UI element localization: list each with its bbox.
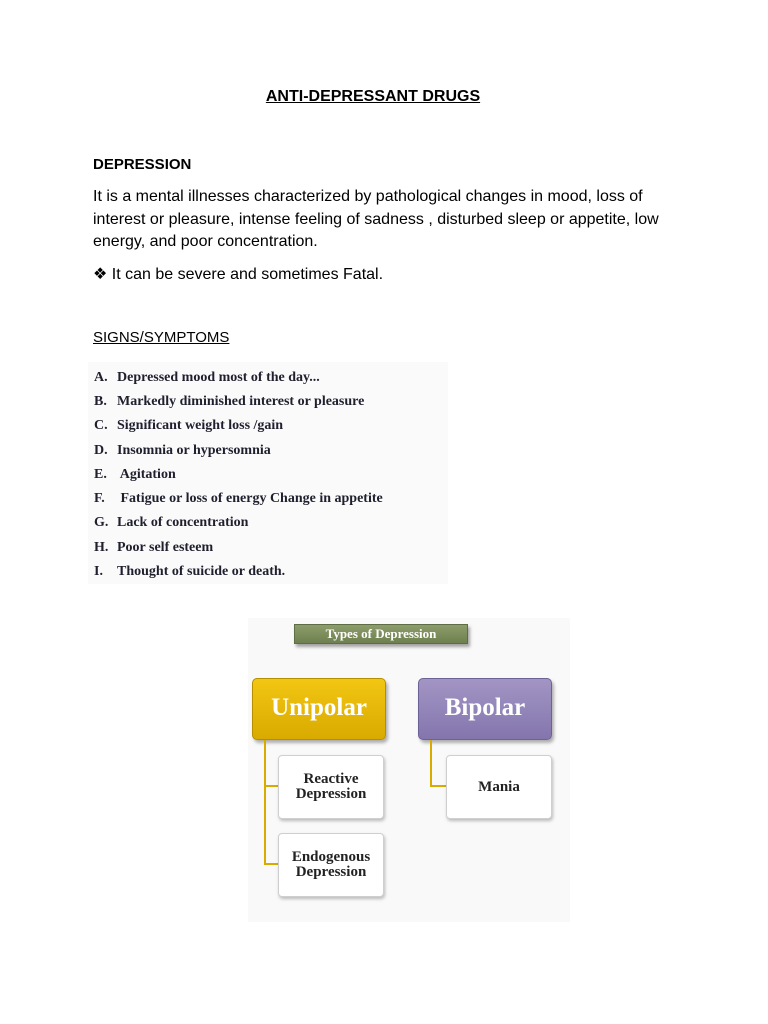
list-item-text: Thought of suicide or death.	[117, 564, 286, 579]
endogenous-depression-box	[278, 833, 384, 897]
diagram-banner: Types of Depression	[294, 624, 468, 644]
list-item	[94, 370, 320, 386]
list-item	[94, 443, 271, 459]
list-item	[94, 418, 283, 434]
bullet-text: It can be severe and sometimes Fatal.	[111, 266, 384, 283]
symptoms-list	[88, 362, 448, 584]
connector-line	[264, 740, 266, 864]
list-item-letter: A.	[94, 370, 108, 385]
connector-line	[430, 785, 446, 787]
connector-line	[430, 740, 432, 786]
list-item-letter: C.	[94, 418, 108, 433]
list-item	[94, 491, 383, 507]
list-item-letter: D.	[94, 443, 108, 458]
list-item-letter: I.	[94, 564, 103, 579]
list-item	[94, 394, 364, 410]
sub-box-line: Mania	[478, 778, 520, 795]
definition-paragraph: It is a mental illnesses characterized by pathological changes in mood, loss of interest or pleasure, intense feeling of sadness , disturbed sleep or appetite, low energy, and poor concentration.	[93, 188, 659, 250]
diamond-bullet-icon: ❖	[93, 266, 108, 283]
list-item-text: Lack of concentration	[117, 515, 249, 530]
list-item-text: Fatigue or loss of energy Change in appetite	[117, 491, 383, 506]
sub-box-line: Depression	[295, 786, 367, 802]
list-item-letter: E.	[94, 467, 107, 482]
list-item-text: Poor self esteem	[117, 540, 214, 555]
list-item	[94, 540, 213, 556]
list-item-text: Markedly diminished interest or pleasure	[117, 394, 365, 409]
section-heading-depression: DEPRESSION	[93, 156, 192, 173]
bipolar-box: Bipolar	[418, 678, 552, 740]
list-item	[94, 564, 285, 580]
list-item-letter: G.	[94, 515, 109, 530]
list-item	[94, 515, 248, 531]
sub-box-line: Endogenous	[291, 849, 371, 865]
sub-box-line: Reactive	[303, 771, 359, 787]
mania-box	[446, 755, 552, 819]
unipolar-box: Unipolar	[252, 678, 386, 740]
list-item-letter: B.	[94, 394, 107, 409]
reactive-depression-box	[278, 755, 384, 819]
connector-line	[264, 863, 278, 865]
sub-box-line: Depression	[295, 864, 367, 880]
list-item-letter: H.	[94, 540, 109, 555]
document-title: ANTI-DEPRESSANT DRUGS	[265, 88, 481, 105]
list-item-text: Agitation	[117, 467, 176, 482]
signs-heading: SIGNS/SYMPTOMS	[93, 329, 230, 346]
types-of-depression-diagram	[248, 618, 570, 922]
list-item-text: Significant weight loss /gain	[117, 418, 284, 433]
list-item	[94, 467, 176, 483]
connector-line	[264, 785, 278, 787]
bullet-line	[93, 264, 383, 284]
list-item-text: Depressed mood most of the day...	[117, 370, 320, 385]
list-item-text: Insomnia or hypersomnia	[117, 443, 271, 458]
list-item-letter: F.	[94, 491, 105, 506]
